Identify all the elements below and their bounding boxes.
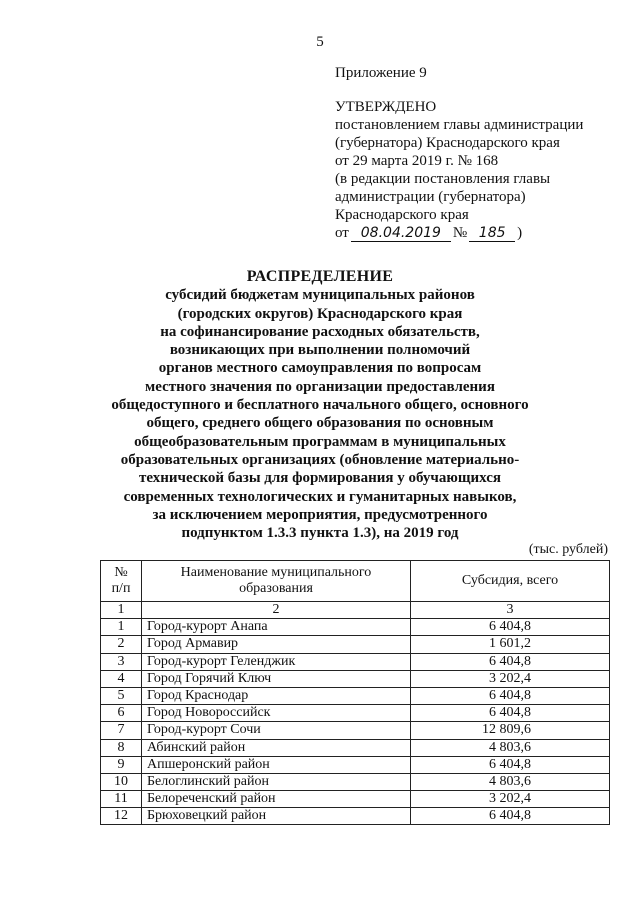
edition-number-label: №: [452, 225, 468, 241]
table-row: [101, 791, 610, 808]
approval-line: Краснодарского края: [335, 207, 469, 223]
row-name-cell: Белореченский район: [142, 791, 411, 808]
row-sum-cell: 1 601,2: [411, 636, 610, 653]
row-name-cell: Брюховецкий район: [142, 808, 411, 825]
title-line: субсидий бюджетам муниципальных районов: [165, 287, 475, 304]
title-line: общеобразовательным программам в муниципальных: [134, 433, 506, 450]
row-num-cell: 7: [101, 722, 142, 739]
table-row: [101, 687, 610, 704]
header-name: Наименование муниципального образования: [142, 561, 411, 602]
row-name-cell: Апшеронский район: [142, 756, 411, 773]
page-number: 5: [316, 34, 324, 50]
table-row: [101, 619, 610, 636]
row-sum-cell: 6 404,8: [411, 756, 610, 773]
row-num-cell: 11: [101, 791, 142, 808]
row-num-cell: 3: [101, 653, 142, 670]
appendix-label: Приложение 9: [335, 65, 427, 81]
edition-date-handwritten: 08.04.2019: [351, 225, 451, 242]
row-name-cell: Город Новороссийск: [142, 705, 411, 722]
table-header-row: [101, 561, 610, 602]
row-name-cell: Город-курорт Геленджик: [142, 653, 411, 670]
title-line: технической базы для формирования у обучающихся: [139, 470, 501, 487]
row-num-cell: 4: [101, 670, 142, 687]
title-line: местного значения по организации предоставления: [145, 378, 495, 395]
title-line: образовательных организациях (обновление материально-: [120, 451, 520, 468]
edition-line: [335, 224, 625, 242]
row-num-cell: 12: [101, 808, 142, 825]
row-name-cell: Абинский район: [142, 739, 411, 756]
title-line: на софинансирование расходных обязательств,: [160, 323, 480, 340]
row-name-cell: Белоглинский район: [142, 773, 411, 790]
row-num-cell: 5: [101, 687, 142, 704]
row-name-cell: Город Краснодар: [142, 687, 411, 704]
table-row: [101, 653, 610, 670]
header-num: № п/п: [101, 561, 142, 602]
table-row: [101, 705, 610, 722]
edition-close: ): [517, 225, 523, 241]
row-sum-cell: 3 202,4: [411, 670, 610, 687]
title-line: общего, среднего общего образования по основным: [146, 415, 494, 432]
row-num-cell: 2: [101, 636, 142, 653]
table-row: [101, 773, 610, 790]
document-title: [0, 268, 640, 542]
table-row: [101, 636, 610, 653]
row-sum-cell: 6 404,8: [411, 705, 610, 722]
edition-number-handwritten: 185: [469, 225, 515, 242]
approval-line: постановлением главы администрации: [335, 117, 584, 133]
title-line: возникающих при выполнении полномочий: [169, 342, 471, 359]
title-line: за исключением мероприятия, предусмотренного: [152, 506, 488, 523]
edition-prefix: от: [335, 225, 349, 241]
row-sum-cell: 6 404,8: [411, 653, 610, 670]
approval-line: от 29 марта 2019 г. № 168: [335, 153, 499, 169]
approval-line: администрации (губернатора): [335, 189, 526, 205]
title-heading: РАСПРЕДЕЛЕНИЕ: [246, 268, 394, 285]
row-sum-cell: 6 404,8: [411, 808, 610, 825]
row-sum-cell: 6 404,8: [411, 619, 610, 636]
table-row: [101, 670, 610, 687]
approval-block: [335, 98, 625, 242]
subsidy-table: [100, 560, 610, 825]
approval-line: (в редакции постановления главы: [335, 171, 551, 187]
approval-heading: УТВЕРЖДЕНО: [335, 99, 437, 115]
row-sum-cell: 3 202,4: [411, 791, 610, 808]
title-line: органов местного самоуправления по вопросам: [158, 360, 482, 377]
row-name-cell: Город Армавир: [142, 636, 411, 653]
index-cell: 3: [411, 602, 610, 619]
row-num-cell: 9: [101, 756, 142, 773]
header-sum: Субсидия, всего: [411, 561, 610, 602]
row-name-cell: Город-курорт Сочи: [142, 722, 411, 739]
row-name-cell: Город Горячий Ключ: [142, 670, 411, 687]
row-sum-cell: 4 803,6: [411, 739, 610, 756]
title-line: общедоступного и бесплатного начального общего, основного: [111, 397, 529, 414]
title-line: подпунктом 1.3.3 пункта 1.3), на 2019 год: [181, 525, 459, 542]
table-row: [101, 808, 610, 825]
row-num-cell: 1: [101, 619, 142, 636]
row-num-cell: 6: [101, 705, 142, 722]
row-name-cell: Город-курорт Анапа: [142, 619, 411, 636]
row-sum-cell: 6 404,8: [411, 687, 610, 704]
units-label: (тыс. рублей): [528, 542, 608, 557]
row-sum-cell: 12 809,6: [411, 722, 610, 739]
index-row: [101, 602, 610, 619]
index-cell: 1: [101, 602, 142, 619]
title-line: (городских округов) Краснодарского края: [177, 305, 463, 322]
row-num-cell: 8: [101, 739, 142, 756]
index-cell: 2: [142, 602, 411, 619]
title-line: современных технологических и гуманитарных навыков,: [123, 488, 517, 505]
row-num-cell: 10: [101, 773, 142, 790]
approval-line: (губернатора) Краснодарского края: [335, 135, 560, 151]
table-row: [101, 756, 610, 773]
row-sum-cell: 4 803,6: [411, 773, 610, 790]
table-row: [101, 722, 610, 739]
table-row: [101, 739, 610, 756]
